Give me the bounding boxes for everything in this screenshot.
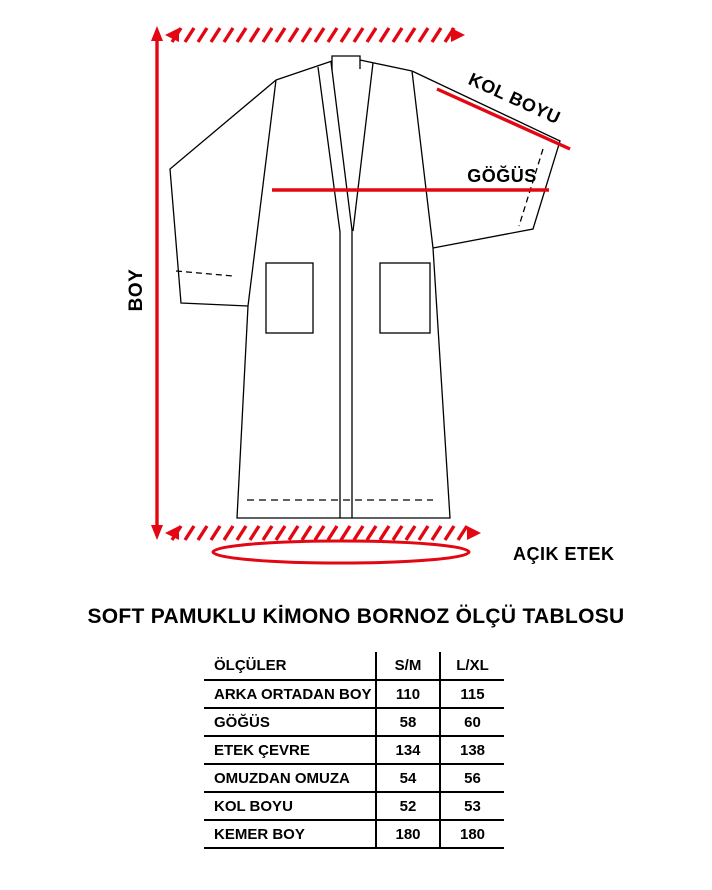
boy-arrow-bottom (151, 525, 163, 540)
top-span-hatch (172, 28, 454, 42)
row-value-lxl: 53 (440, 792, 504, 820)
size-table-header (204, 652, 504, 680)
robe-lapel-left-inner (331, 62, 352, 518)
robe-pocket-left (266, 263, 313, 333)
acik-etek-label: AÇIK ETEK (513, 544, 615, 564)
table-row (204, 736, 504, 764)
row-value-lxl: 115 (440, 680, 504, 708)
row-value-sm: 134 (376, 736, 440, 764)
row-label: ARKA ORTADAN BOY (204, 680, 376, 708)
table-header-row (204, 652, 504, 680)
top-span-arrow-right (451, 28, 465, 42)
gogus-label: GÖĞÜS (467, 166, 537, 186)
bottom-span-arrow-right (467, 526, 481, 540)
row-label: KEMER BOY (204, 820, 376, 848)
col-header-olculer: ÖLÇÜLER (204, 652, 376, 680)
acik-etek-ellipse (213, 541, 469, 563)
robe-lapel-right (353, 63, 373, 231)
robe-collar-back (332, 56, 360, 70)
kol-boyu-label: KOL BOYU (465, 68, 564, 129)
robe-cuff-left-dashed (176, 271, 233, 276)
row-value-lxl: 56 (440, 764, 504, 792)
table-row (204, 708, 504, 736)
row-value-lxl: 138 (440, 736, 504, 764)
row-label: OMUZDAN OMUZA (204, 764, 376, 792)
row-value-sm: 54 (376, 764, 440, 792)
col-header-sm: S/M (376, 652, 440, 680)
size-table (204, 652, 504, 849)
measurement-lines (157, 32, 570, 534)
size-table-body (204, 680, 504, 848)
boy-arrow-top (151, 26, 163, 41)
table-row (204, 764, 504, 792)
table-row (204, 820, 504, 848)
robe-sleeve-left (170, 80, 276, 306)
row-value-lxl: 180 (440, 820, 504, 848)
row-value-sm: 180 (376, 820, 440, 848)
robe-cuff-right-dashed (519, 149, 543, 226)
robe-shoulder-left (276, 61, 332, 80)
row-label: ETEK ÇEVRE (204, 736, 376, 764)
row-value-lxl: 60 (440, 708, 504, 736)
bottom-span-hatch (172, 526, 467, 540)
robe-lapel-left-outer (318, 67, 340, 518)
row-value-sm: 110 (376, 680, 440, 708)
table-row (204, 792, 504, 820)
table-row (204, 680, 504, 708)
robe-body (237, 248, 450, 518)
row-label: KOL BOYU (204, 792, 376, 820)
robe-shoulder-right (360, 60, 412, 71)
measure-arrowheads (151, 26, 481, 540)
page-title: SOFT PAMUKLU KİMONO BORNOZ ÖLÇÜ TABLOSU (87, 605, 625, 628)
robe-armhole-right (412, 71, 433, 248)
row-label: GÖĞÜS (204, 708, 376, 736)
robe-outline (170, 56, 560, 518)
col-header-lxl: L/XL (440, 652, 504, 680)
robe-armhole-left (248, 80, 276, 306)
row-value-sm: 58 (376, 708, 440, 736)
row-value-sm: 52 (376, 792, 440, 820)
boy-label: BOY (126, 268, 147, 312)
robe-pocket-right (380, 263, 430, 333)
